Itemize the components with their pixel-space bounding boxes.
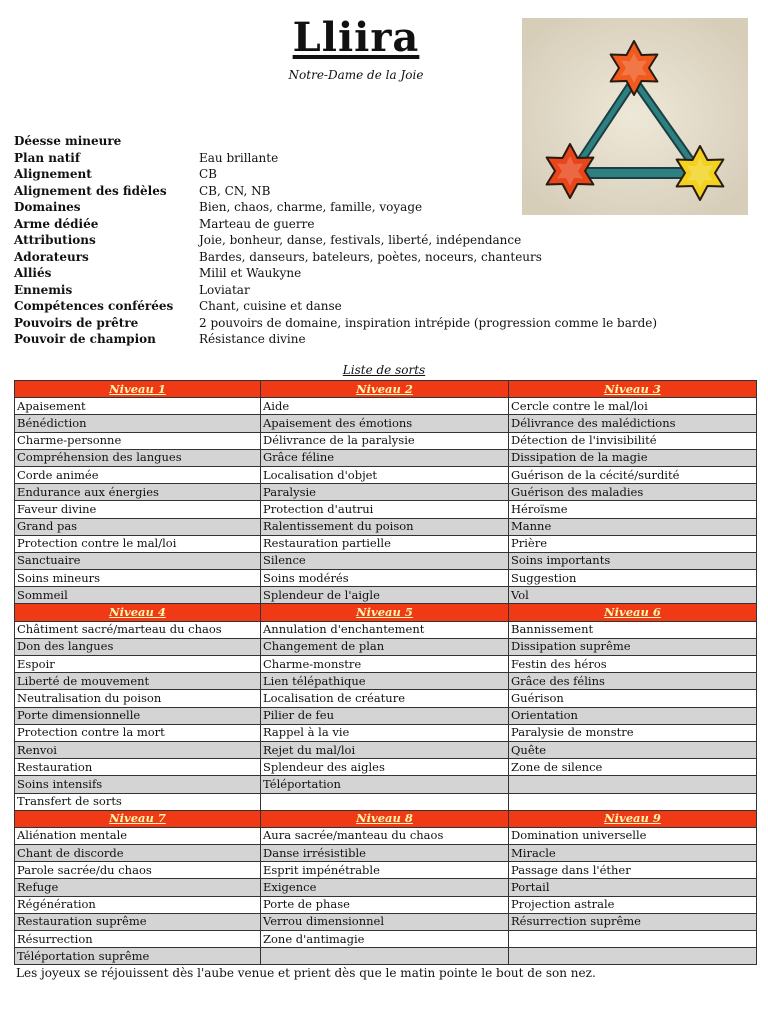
info-label: Déesse mineure xyxy=(14,134,122,149)
spell-row xyxy=(15,432,757,449)
spell-row xyxy=(15,552,757,569)
info-label: Plan natif xyxy=(14,150,81,165)
spell-cell: Soins intensifs xyxy=(15,776,261,793)
spell-cell xyxy=(261,948,509,965)
spell-cell: Aliénation mentale xyxy=(15,827,261,844)
info-value: Eau brillante xyxy=(199,150,279,165)
spell-cell: Exigence xyxy=(261,879,509,896)
spell-row xyxy=(15,466,757,483)
level-header: Niveau 2 xyxy=(261,381,509,398)
spell-cell: Liberté de mouvement xyxy=(15,673,261,690)
spell-cell: Chant de discorde xyxy=(15,845,261,862)
spell-list-table xyxy=(14,380,757,965)
info-value: Marteau de guerre xyxy=(199,216,315,231)
info-row xyxy=(14,166,714,183)
spell-row xyxy=(15,759,757,776)
spell-row xyxy=(15,690,757,707)
level-header: Niveau 6 xyxy=(509,604,757,621)
spell-cell: Passage dans l'éther xyxy=(509,862,757,879)
level-header: Niveau 1 xyxy=(15,381,261,398)
info-value: Joie, bonheur, danse, festivals, liberté, indépendance xyxy=(199,233,522,248)
info-row xyxy=(14,183,714,200)
spell-row xyxy=(15,948,757,965)
info-value: Milil et Waukyne xyxy=(199,266,302,281)
spell-cell: Parole sacrée/du chaos xyxy=(15,862,261,879)
spell-cell: Ralentissement du poison xyxy=(261,518,509,535)
info-row xyxy=(14,315,714,332)
info-value: CB xyxy=(199,167,217,182)
spell-cell: Protection d'autrui xyxy=(261,501,509,518)
spell-row xyxy=(15,707,757,724)
spell-cell xyxy=(261,793,509,810)
spell-cell: Festin des héros xyxy=(509,656,757,673)
info-row xyxy=(14,282,714,299)
spell-cell: Dissipation de la magie xyxy=(509,449,757,466)
spell-row xyxy=(15,845,757,862)
level-header: Niveau 9 xyxy=(509,810,757,827)
spell-row xyxy=(15,501,757,518)
spell-row xyxy=(15,638,757,655)
info-row xyxy=(14,150,714,167)
spell-cell: Apaisement xyxy=(15,398,261,415)
spell-cell: Porte de phase xyxy=(261,896,509,913)
spell-cell: Manne xyxy=(509,518,757,535)
spell-row xyxy=(15,570,757,587)
info-label: Pouvoir de champion xyxy=(14,332,156,347)
level-header-row xyxy=(15,810,757,827)
spell-cell: Don des langues xyxy=(15,638,261,655)
spell-cell: Charme-personne xyxy=(15,432,261,449)
spell-cell: Rappel à la vie xyxy=(261,724,509,741)
info-label: Attributions xyxy=(14,233,96,248)
info-value: Bardes, danseurs, bateleurs, poètes, noceurs, chanteurs xyxy=(199,249,542,264)
spell-row xyxy=(15,776,757,793)
spell-cell: Splendeur des aigles xyxy=(261,759,509,776)
spell-cell: Sanctuaire xyxy=(15,552,261,569)
spell-cell: Silence xyxy=(261,552,509,569)
spell-cell: Apaisement des émotions xyxy=(261,415,509,432)
info-value: Loviatar xyxy=(199,282,250,297)
spell-row xyxy=(15,741,757,758)
level-header: Niveau 4 xyxy=(15,604,261,621)
spell-row xyxy=(15,724,757,741)
spell-cell: Suggestion xyxy=(509,570,757,587)
spell-cell: Esprit impénétrable xyxy=(261,862,509,879)
info-label: Arme dédiée xyxy=(14,216,99,231)
info-row xyxy=(14,331,714,348)
spell-cell: Sommeil xyxy=(15,587,261,604)
spell-cell: Restauration partielle xyxy=(261,535,509,552)
spell-cell: Quête xyxy=(509,741,757,758)
spell-row xyxy=(15,621,757,638)
spell-cell: Localisation d'objet xyxy=(261,466,509,483)
info-row xyxy=(14,199,714,216)
spell-cell: Délivrance des malédictions xyxy=(509,415,757,432)
spell-cell: Paralysie de monstre xyxy=(509,724,757,741)
info-row xyxy=(14,216,714,233)
spell-cell xyxy=(509,931,757,948)
footer-quote: Les joyeux se réjouissent dès l'aube venue et prient dès que le matin pointe le bout de son nez. xyxy=(16,966,596,980)
spell-cell: Lien télépathique xyxy=(261,673,509,690)
deity-info-table xyxy=(14,133,714,348)
level-header: Niveau 3 xyxy=(509,381,757,398)
spell-cell: Splendeur de l'aigle xyxy=(261,587,509,604)
info-value: Chant, cuisine et danse xyxy=(199,299,342,314)
spell-cell: Délivrance de la paralysie xyxy=(261,432,509,449)
spell-list-caption: Liste de sorts xyxy=(342,363,426,377)
info-row xyxy=(14,249,714,266)
spell-cell: Compréhension des langues xyxy=(15,449,261,466)
spell-cell xyxy=(509,776,757,793)
info-value: Bien, chaos, charme, famille, voyage xyxy=(199,200,423,215)
page-subtitle: Notre-Dame de la Joie xyxy=(288,68,424,82)
spell-row xyxy=(15,484,757,501)
spell-row xyxy=(15,587,757,604)
info-value: 2 pouvoirs de domaine, inspiration intrépide (progression comme le barde) xyxy=(199,315,658,330)
spell-cell: Paralysie xyxy=(261,484,509,501)
level-header: Niveau 7 xyxy=(15,810,261,827)
spell-cell: Guérison des maladies xyxy=(509,484,757,501)
info-row xyxy=(14,265,714,282)
spell-row xyxy=(15,656,757,673)
spell-cell: Cercle contre le mal/loi xyxy=(509,398,757,415)
spell-row xyxy=(15,673,757,690)
info-label: Pouvoirs de prêtre xyxy=(14,315,139,330)
spell-cell: Rejet du mal/loi xyxy=(261,741,509,758)
info-value: Résistance divine xyxy=(199,332,306,347)
spell-cell: Guérison de la cécité/surdité xyxy=(509,466,757,483)
level-header-row xyxy=(15,381,757,398)
spell-row xyxy=(15,535,757,552)
spell-cell: Orientation xyxy=(509,707,757,724)
spell-row xyxy=(15,931,757,948)
spell-cell: Bénédiction xyxy=(15,415,261,432)
level-header: Niveau 8 xyxy=(261,810,509,827)
info-value: CB, CN, NB xyxy=(199,183,271,198)
spell-cell: Danse irrésistible xyxy=(261,845,509,862)
spell-cell: Pilier de feu xyxy=(261,707,509,724)
info-label: Domaines xyxy=(14,200,81,215)
spell-cell: Détection de l'invisibilité xyxy=(509,432,757,449)
level-header-row xyxy=(15,604,757,621)
spell-cell: Soins mineurs xyxy=(15,570,261,587)
spell-cell: Guérison xyxy=(509,690,757,707)
spell-cell: Protection contre la mort xyxy=(15,724,261,741)
spell-cell: Portail xyxy=(509,879,757,896)
level-header: Niveau 5 xyxy=(261,604,509,621)
spell-cell: Téléportation suprême xyxy=(15,948,261,965)
info-row xyxy=(14,232,714,249)
spell-cell: Refuge xyxy=(15,879,261,896)
spell-cell: Héroïsme xyxy=(509,501,757,518)
spell-cell: Domination universelle xyxy=(509,827,757,844)
spell-cell: Verrou dimensionnel xyxy=(261,913,509,930)
spell-cell: Porte dimensionnelle xyxy=(15,707,261,724)
spell-cell: Protection contre le mal/loi xyxy=(15,535,261,552)
spell-cell: Grâce des félins xyxy=(509,673,757,690)
info-label: Compétences conférées xyxy=(14,299,174,314)
spell-cell xyxy=(509,793,757,810)
spell-cell: Zone d'antimagie xyxy=(261,931,509,948)
spell-row xyxy=(15,896,757,913)
info-label: Alliés xyxy=(14,266,52,281)
spell-cell: Résurrection xyxy=(15,931,261,948)
spell-cell: Châtiment sacré/marteau du chaos xyxy=(15,621,261,638)
spell-cell: Vol xyxy=(509,587,757,604)
spell-cell: Neutralisation du poison xyxy=(15,690,261,707)
spell-row xyxy=(15,827,757,844)
spell-cell: Endurance aux énergies xyxy=(15,484,261,501)
spell-row xyxy=(15,793,757,810)
spell-cell: Soins modérés xyxy=(261,570,509,587)
info-row xyxy=(14,298,714,315)
spell-row xyxy=(15,518,757,535)
spell-cell: Aide xyxy=(261,398,509,415)
spell-cell: Transfert de sorts xyxy=(15,793,261,810)
spell-cell: Résurrection suprême xyxy=(509,913,757,930)
page-title: Lliira xyxy=(292,14,420,61)
spell-cell: Corde animée xyxy=(15,466,261,483)
info-row xyxy=(14,133,714,150)
spell-cell: Annulation d'enchantement xyxy=(261,621,509,638)
spell-cell: Projection astrale xyxy=(509,896,757,913)
spell-row xyxy=(15,398,757,415)
spell-cell: Restauration xyxy=(15,759,261,776)
info-label: Alignement xyxy=(14,167,92,182)
spell-cell: Renvoi xyxy=(15,741,261,758)
spell-cell: Prière xyxy=(509,535,757,552)
spell-row xyxy=(15,913,757,930)
spell-row xyxy=(15,449,757,466)
spell-cell: Régénération xyxy=(15,896,261,913)
spell-cell: Bannissement xyxy=(509,621,757,638)
spell-cell: Soins importants xyxy=(509,552,757,569)
spell-cell: Aura sacrée/manteau du chaos xyxy=(261,827,509,844)
spell-cell: Miracle xyxy=(509,845,757,862)
spell-cell xyxy=(509,948,757,965)
spell-row xyxy=(15,879,757,896)
info-label: Alignement des fidèles xyxy=(14,183,167,198)
spell-cell: Restauration suprême xyxy=(15,913,261,930)
info-label: Ennemis xyxy=(14,282,73,297)
spell-cell: Zone de silence xyxy=(509,759,757,776)
spell-cell: Charme-monstre xyxy=(261,656,509,673)
spell-cell: Grâce féline xyxy=(261,449,509,466)
spell-row xyxy=(15,862,757,879)
spell-cell: Localisation de créature xyxy=(261,690,509,707)
spell-row xyxy=(15,415,757,432)
spell-cell: Dissipation suprême xyxy=(509,638,757,655)
spell-cell: Espoir xyxy=(15,656,261,673)
spell-cell: Changement de plan xyxy=(261,638,509,655)
spell-cell: Faveur divine xyxy=(15,501,261,518)
info-label: Adorateurs xyxy=(14,249,89,264)
spell-cell: Grand pas xyxy=(15,518,261,535)
info-value xyxy=(199,133,714,150)
spell-cell: Téléportation xyxy=(261,776,509,793)
